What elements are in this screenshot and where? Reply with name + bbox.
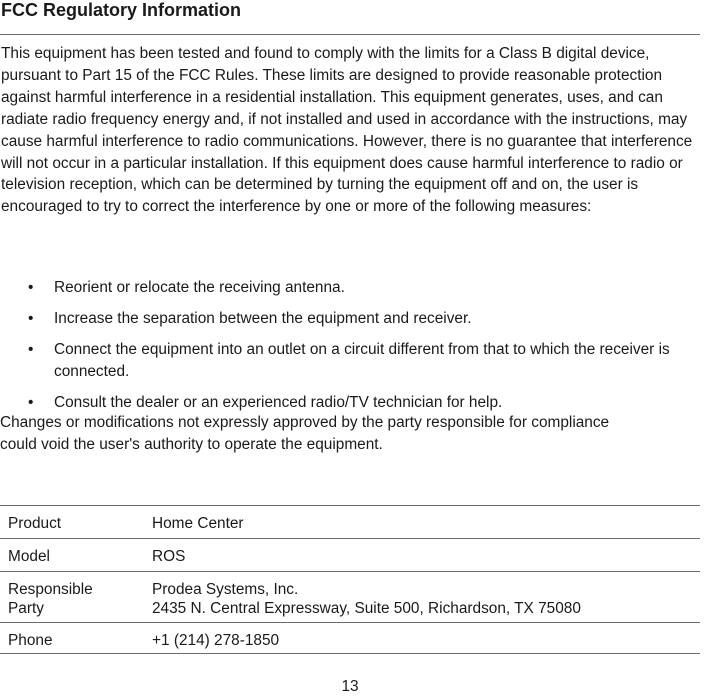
product-info-table	[0, 505, 700, 654]
phone-value: +1 (214) 278-1850	[152, 623, 700, 654]
page-title: FCC Regulatory Information	[1, 0, 242, 20]
bullet-icon: •	[28, 279, 34, 296]
warning-line: could void the user's authority to operate the equipment.	[0, 435, 383, 453]
fcc-statement-paragraph: This equipment has been tested and found to comply with the limits for a Class B digital device, pursuant to Part 15 of the FCC Rules. These limits are designed to provide reasonable protection against harmful interference in a residential installation. This equipment generates, uses, and can radiate radio frequency energy and, if not installed and used in accordance with the instructions, may cause harmful interference to radio communications. However, there is no guarantee that interference will not occur in a particular installation. If this equipment does cause harmful interference to radio or television reception, which can be determined by turning the equipment off and on, the user is encouraged to try to correct the interference by one or more of the following measures:	[1, 45, 693, 216]
measure-text: Consult the dealer or an experienced radio/TV technician for help.	[54, 393, 503, 411]
table-row	[0, 539, 700, 572]
title-divider	[0, 34, 700, 35]
product-value: Home Center	[152, 506, 700, 539]
modifications-warning	[0, 412, 709, 456]
list-item	[0, 308, 706, 330]
list-item	[0, 277, 706, 299]
product-label: Product	[0, 506, 152, 539]
table-row	[0, 572, 700, 623]
company-address: 2435 N. Central Expressway, Suite 500, Richardson, TX 75080	[152, 600, 581, 617]
phone-label: Phone	[0, 623, 152, 654]
model-value: ROS	[152, 539, 700, 572]
page-number: 13	[341, 678, 359, 695]
warning-line: Changes or modifications not expressly approved by the party responsible for compliance	[0, 414, 610, 431]
responsible-party-value	[152, 572, 700, 623]
table-row	[0, 623, 700, 654]
bullet-icon: •	[28, 340, 34, 358]
list-item	[0, 339, 706, 383]
interference-measures-list	[0, 277, 706, 423]
model-label: Model	[0, 539, 152, 572]
company-name: Prodea Systems, Inc.	[152, 581, 299, 598]
measure-text: Connect the equipment into an outlet on a circuit different from that to which the receiver is connected.	[54, 340, 670, 380]
list-item	[0, 392, 706, 414]
measure-text: Increase the separation between the equipment and receiver.	[54, 309, 472, 327]
bullet-icon: •	[28, 393, 34, 411]
table-row	[0, 506, 700, 539]
responsible-party-label: Responsible Party	[0, 572, 152, 623]
bullet-icon: •	[28, 309, 34, 327]
measure-text: Reorient or relocate the receiving antenna.	[54, 279, 345, 296]
